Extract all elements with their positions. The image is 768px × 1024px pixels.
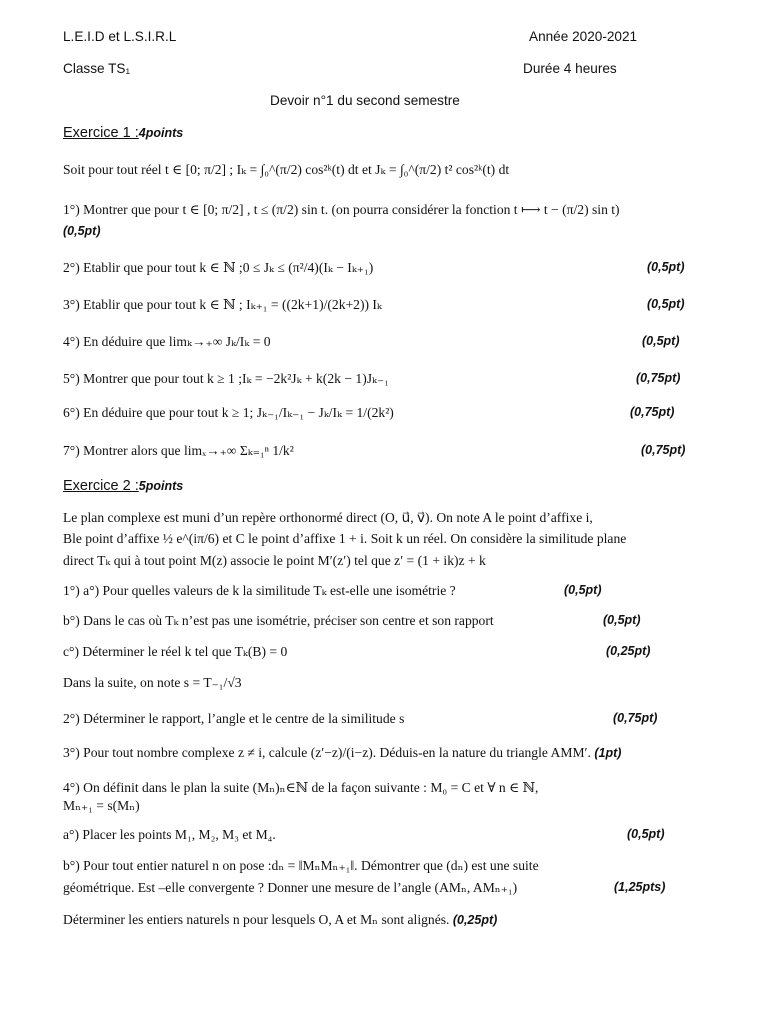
- ex2-question-3: [63, 745, 621, 761]
- ex2-question-4-line-2: Mₙ₊₁ = s(Mₙ): [63, 798, 140, 813]
- ex2-question-1b-points: (0,5pt): [603, 613, 641, 627]
- ex2-question-3-text: 3°) Pour tout nombre complexe z ≠ i, calcule (z′−z)/(i−z). Déduis-en la nature du triangle AMM′.: [63, 745, 591, 760]
- exam-title: Devoir n°1 du second semestre: [270, 93, 460, 108]
- ex2-question-1a-points: (0,5pt): [564, 583, 602, 597]
- exercise1-heading: [63, 125, 183, 141]
- ex2-note: Dans la suite, on note s = T₋₁/√3: [63, 675, 242, 690]
- ex1-question-3-points: (0,5pt): [647, 297, 685, 311]
- ex2-question-4b-line-2: géométrique. Est –elle convergente ? Donner une mesure de l’angle (AMₙ, AMₙ₊₁): [63, 880, 518, 895]
- ex2-question-5: [63, 912, 497, 928]
- class-name: Classe TS₁: [63, 61, 131, 76]
- ex1-question-1-points: (0,5pt): [63, 224, 101, 238]
- ex2-question-4b-line-1: b°) Pour tout entier naturel n on pose :dₙ = ‖MₙMₙ₊₁‖. Démontrer que (dₙ) est une suite: [63, 858, 539, 873]
- ex1-question-5: 5°) Montrer que pour tout k ≥ 1 ;Iₖ = −2k²Jₖ + k(2k − 1)Jₖ₋₁: [63, 371, 389, 386]
- ex1-question-1: 1°) Montrer que pour t ∈ [0; π/2] , t ≤ (π/2) sin t. (on pourra considérer la fonction t ⟼ t − (π/2) sin t): [63, 202, 620, 217]
- ex2-intro-line-2: Ble point d’affixe ½ e^(iπ/6) et C le point d’affixe 1 + i. Soit k un réel. On considère la similitude plane: [63, 531, 627, 546]
- exercise2-title: Exercice 2 :: [63, 478, 139, 494]
- ex2-question-1b: b°) Dans le cas où Tₖ n’est pas une isométrie, préciser son centre et son rapport: [63, 613, 494, 628]
- ex2-intro-line-3: direct Tₖ qui à tout point M(z) associe le point M′(z′) tel que z′ = (1 + ik)z + k: [63, 553, 486, 568]
- exercise2-points: 5points: [138, 479, 184, 493]
- ex1-question-4: 4°) En déduire que limₖ→₊∞ Jₖ/Iₖ = 0: [63, 334, 271, 349]
- ex2-question-5-points: (0,25pt): [452, 913, 498, 927]
- ex2-question-2: 2°) Déterminer le rapport, l’angle et le centre de la similitude s: [63, 711, 405, 726]
- school-name: L.E.I.D et L.S.I.R.L: [63, 29, 177, 44]
- ex1-question-7-points: (0,75pt): [641, 443, 686, 457]
- ex2-question-4a: a°) Placer les points M₁, M₂, M₃ et M₄.: [63, 827, 276, 842]
- ex2-question-1c: c°) Déterminer le réel k tel que Tₖ(B) = 0: [63, 644, 288, 659]
- ex1-question-6: 6°) En déduire que pour tout k ≥ 1; Jₖ₋₁/Iₖ₋₁ − Jₖ/Iₖ = 1/(2k²): [63, 405, 394, 420]
- ex1-question-6-points: (0,75pt): [630, 405, 675, 419]
- ex2-intro-line-1: Le plan complexe est muni d’un repère orthonormé direct (O, u⃗, v⃗). On note A le point d’affixe i,: [63, 510, 593, 525]
- ex2-question-4b-points: (1,25pts): [614, 880, 666, 894]
- ex1-question-2-points: (0,5pt): [647, 260, 685, 274]
- exercise1-points: 4points: [138, 126, 184, 140]
- ex1-question-4-points: (0,5pt): [642, 334, 680, 348]
- exam-duration: Durée 4 heures: [523, 61, 617, 76]
- school-year: Année 2020-2021: [529, 29, 638, 44]
- ex1-question-5-points: (0,75pt): [636, 371, 681, 385]
- ex2-question-5-text: Déterminer les entiers naturels n pour lesquels O, A et Mₙ sont alignés.: [63, 912, 450, 927]
- ex2-question-1c-points: (0,25pt): [606, 644, 651, 658]
- ex1-question-7: 7°) Montrer alors que limₓ→₊∞ Σₖ₌₁ⁿ 1/k²: [63, 443, 294, 458]
- exercise1-title: Exercice 1 :: [63, 125, 139, 141]
- ex2-question-4-line-1: 4°) On définit dans le plan la suite (Mₙ)ₙ∈ℕ de la façon suivante : M₀ = C et ∀ n ∈ ℕ,: [63, 780, 539, 795]
- ex2-question-3-points: (1pt): [594, 746, 622, 760]
- exercise2-heading: [63, 478, 183, 494]
- ex1-question-3: 3°) Etablir que pour tout k ∈ ℕ ; Iₖ₊₁ = ((2k+1)/(2k+2)) Iₖ: [63, 297, 382, 312]
- exercise1-intro: Soit pour tout réel t ∈ [0; π/2] ; Iₖ = ∫₀^(π/2) cos²ᵏ(t) dt et Jₖ = ∫₀^(π/2) t² cos²ᵏ(t) dt: [63, 162, 510, 177]
- ex1-question-2: 2°) Etablir que pour tout k ∈ ℕ ;0 ≤ Jₖ ≤ (π²/4)(Iₖ − Iₖ₊₁): [63, 260, 374, 275]
- ex2-question-2-points: (0,75pt): [613, 711, 658, 725]
- ex2-question-4a-points: (0,5pt): [627, 827, 665, 841]
- ex2-question-1a: 1°) a°) Pour quelles valeurs de k la similitude Tₖ est-elle une isométrie ?: [63, 583, 456, 598]
